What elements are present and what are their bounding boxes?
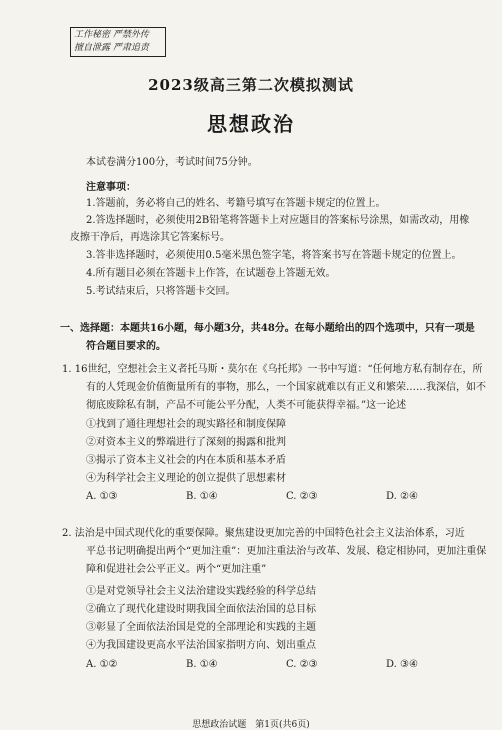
option-b: B. ①④ [186,659,218,670]
notes-title: 注意事项： [86,182,136,193]
question-1-statement: ①找到了通往理想社会的现实路径和制度保障 [86,419,286,430]
question-2-stem: 2. 法治是中国式现代化的重要保障。聚焦建设更加完善的中国特色社会主义法治体系，习近 [62,528,465,539]
note-item: 皮擦干净后，再选涂其它答案标号。 [70,232,230,243]
confidential-stamp [70,27,166,57]
question-1-options [86,490,466,504]
subject-title: 思想政治 [207,112,295,136]
question-2-statement: ②确立了现代化建设时期我国全面依法治国的总目标 [86,604,316,615]
question-2-options [86,658,466,672]
note-item: 3.答非选择题时，必须使用0.5毫米黑色签字笔，将答案书写在答题卡规定的位置上。 [86,250,462,261]
question-1-stem: 1. 16世纪，空想社会主义者托马斯・莫尔在《乌托邦》一书中写道：“任何地方私有制存在，所 [62,364,483,375]
intro-text: 本试卷满分100分，考试时间75分钟。 [86,157,258,168]
stamp-line-2: 擅自泄露 严肃追责 [74,43,149,53]
question-2-statement: ①是对党领导社会主义法治建设实践经验的科学总结 [86,586,316,597]
exam-title: 2023级高三第二次模拟测试 [148,76,354,94]
option-a: A. ①② [86,659,118,670]
question-2-statement: ④为我国建设更高水平法治国家指明方向、划出重点 [86,640,316,651]
note-item: 5.考试结束后，只将答题卡交回。 [86,286,236,297]
option-d: D. ③④ [386,659,418,670]
page-footer: 思想政治试题 第1页(共6页) [192,720,310,730]
option-b: B. ①④ [186,491,218,502]
option-c: C. ②③ [286,491,318,502]
option-a: A. ①③ [86,491,118,502]
note-item: 4.所有题目必须在答题卡上作答，在试题卷上答题无效。 [86,268,336,279]
question-1-statement: ②对资本主义的弊端进行了深刻的揭露和批判 [86,437,286,448]
question-2-statement: ③彰显了全面依法治国是党的全部理论和实践的主题 [86,622,316,633]
section-heading: 一、选择题：本题共16小题，每小题3分，共48分。在每小题给出的四个选项中，只有一项是 [60,323,475,334]
question-1-stem: 有的人凭现金价值衡量所有的事物，那么，一个国家就难以有正义和繁荣……我深信，如不 [86,382,486,393]
note-item: 2.答选择题时，必须使用2B铅笔将答题卡上对应题目的答案标号涂黑，如需改动，用橡 [86,215,470,226]
stamp-line-1: 工作秘密 严禁外传 [74,30,149,40]
section-heading-cont: 符合题目要求的。 [86,341,166,352]
question-2-stem: 障和促进社会公平正义。两个“更加注重” [86,564,267,575]
option-d: D. ②④ [386,491,418,502]
option-c: C. ②③ [286,659,318,670]
question-1-statement: ③揭示了资本主义社会的内在本质和基本矛盾 [86,455,286,466]
question-1-statement: ④为科学社会主义理论的创立提供了思想素材 [86,473,286,484]
question-2-stem: 平总书记明确提出两个“更加注重”：更加注重法治与改革、发展、稳定相协同，更加注重保 [86,546,487,557]
question-1-stem: 彻底废除私有制，产品不可能公平分配，人类不可能获得幸福。”这一论述 [86,400,407,411]
note-item: 1.答题前，务必将自己的姓名、考籍号填写在答题卡规定的位置上。 [86,198,386,209]
